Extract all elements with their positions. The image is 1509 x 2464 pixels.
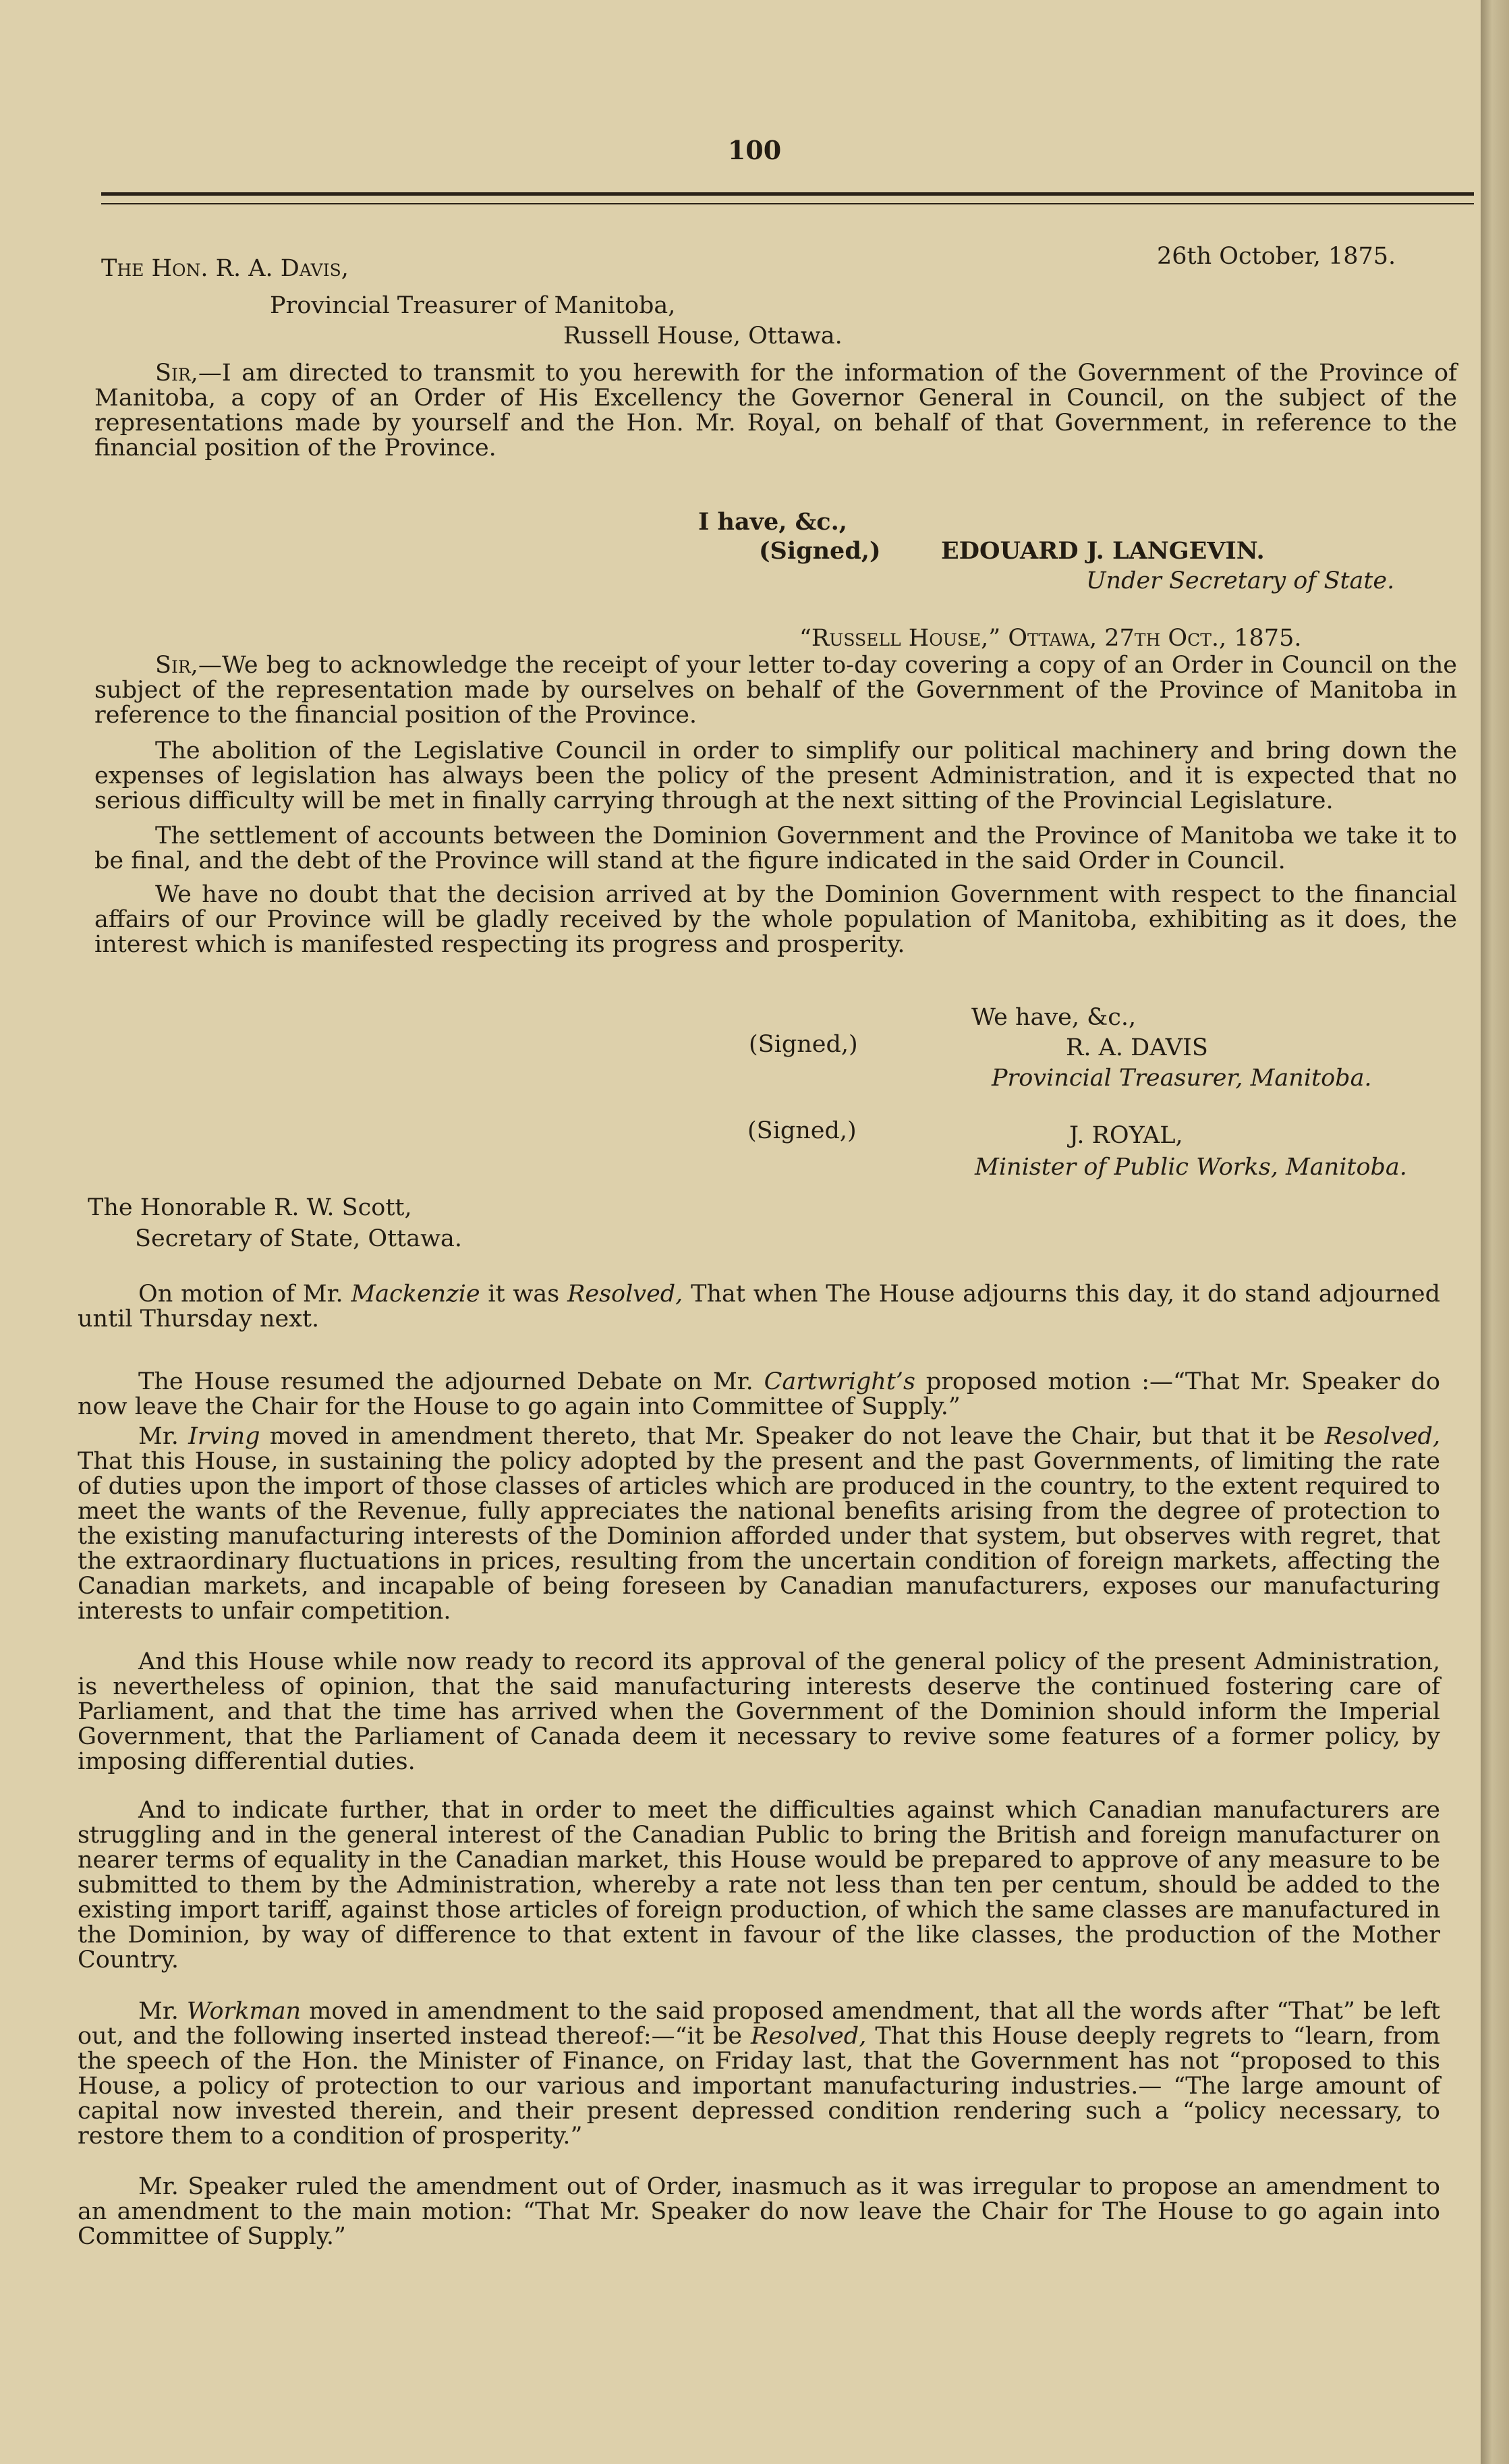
letter2-paragraph-1: Sir,—We beg to acknowledge the receipt of your letter to-day covering a copy of an Order in Council on the subject of the representation made by ourselves on behalf of the Government of the Province of Manitoba in reference to the financial position of the Province.	[94, 652, 1457, 729]
letter2-addressee: The Honorable R. W. Scott,	[88, 1194, 412, 1221]
salutation: Sir,	[155, 652, 198, 679]
letter2-signer-1: R. A. DAVIS	[1066, 1034, 1208, 1061]
book-page-edge	[1481, 0, 1509, 2464]
letter1-signer-title: Under Secretary of State.	[1086, 567, 1395, 594]
adjournment-motion: On motion of Mr. Mackenzie it was Resolved, That when The House adjourns this day, it do stand adjourned until Thursday next.	[78, 1281, 1441, 1333]
workman-amendment: Mr. Workman moved in amendment to the said proposed amendment, that all the words after “That” be left out, and the following inserted instead thereof:—“it be Resolved, That this House deeply regrets to “learn, from the speech of the Hon. the Minister of Finance, on Friday last, that the Government has not “proposed to this House, a policy of protection to our various and important manufacturing industries.— “The large amount of capital now invested therein, and their present depressed condition rendering such a “policy necessary, to restore them to a condition of prosperity.”	[78, 1998, 1440, 2150]
letter2-paragraph-3: The settlement of accounts between the Dominion Government and the Province of Manitoba we take it to be final, and the debt of the Province will stand at the figure indicated in the said Order in Council.	[94, 822, 1457, 874]
letter2-signer-1-title: Provincial Treasurer, Manitoba.	[992, 1065, 1372, 1092]
letter2-signed-1: (Signed,)	[749, 1031, 858, 1058]
letter2-closing: We have, &c.,	[971, 1004, 1137, 1031]
letter1-addressee-title: Provincial Treasurer of Manitoba,	[270, 292, 676, 319]
letter1-date: 26th October, 1875.	[1157, 243, 1396, 270]
letter1-signer: EDOUARD J. LANGEVIN.	[941, 537, 1265, 565]
irving-amendment: Mr. Irving moved in amendment thereto, that Mr. Speaker do not leave the Chair, but that it be Resolved, That this House, in sustaining the policy adopted by the present and the past Governments, of limiting the rate of duties upon the import of those classes of articles which are produced in the country, to the extent required to meet the wants of the Revenue, fully appreciates the national benefits arising from the degree of protection to the existing manufacturing interests of the Dominion afforded under that system, but observes with regret, that the extraordinary fluctuations in prices, resulting from the uncertain condition of foreign markets, affecting the Canadian markets, and incapable of being foreseen by Canadian manufacturers, exposes our manufacturing interests to unfair competition.	[78, 1423, 1440, 1625]
letter1-body: Sir,—I am directed to transmit to you herewith for the information of the Government of the Province of Manitoba, a copy of an Order of His Excellency the Governor General in Council, on the subject of the representations made by yourself and the Hon. Mr. Royal, on behalf of that Government, in reference to the financial position of the Province.	[94, 360, 1457, 461]
letter2-signer-2: J. ROYAL,	[1069, 1122, 1183, 1149]
letter2-paragraph-4: We have no doubt that the decision arrived at by the Dominion Government with respect to the financial affairs of our Province will be gladly received by the whole population of Manitoba, exhibiting as it does, the interest which is manifested respecting its progress and prosperity.	[94, 881, 1457, 958]
salutation: Sir,	[155, 360, 198, 387]
header-rule	[101, 192, 1474, 196]
and-this-house-paragraph: And this House while now ready to record its approval of the general policy of the present Administration, is nevertheless of opinion, that the said manufacturing interests deserve the continued fostering care of Parliament, and that the time has arrived when the Government of the Dominion should inform the Imperial Government, that the Parliament of Canada deem it necessary to revive some features of a former policy, by imposing differential duties.	[78, 1648, 1440, 1775]
letter2-paragraph-2: The abolition of the Legislative Council in order to simplify our political machinery and bring down the expenses of legislation has always been the policy of the present Administration, and it is expected that no serious difficulty will be met in finally carrying through at the next sitting of the Provincial Legislature.	[94, 737, 1457, 814]
speaker-ruling: Mr. Speaker ruled the amendment out of Order, inasmuch as it was irregular to propose an amendment to an amendment to the main motion: “That Mr. Speaker do now leave the Chair for The House to go again into Committee of Supply.”	[78, 2173, 1440, 2250]
debate-resumed: The House resumed the adjourned Debate on Mr. Cartwright’s proposed motion :—“That Mr. Speaker do now leave the Chair for the House to go again into Committee of Supply.”	[78, 1368, 1440, 1420]
letter2-addressee-title: Secretary of State, Ottawa.	[135, 1225, 463, 1252]
page-number: 100	[727, 135, 782, 165]
letter1-addressee: The Hon. R. A. Davis,	[101, 255, 349, 282]
letter1-signed: (Signed,)	[759, 537, 881, 565]
letter2-dateline: “Russell House,” Ottawa, 27th Oct., 1875.	[799, 625, 1302, 652]
letter1-closing: I have, &c.,	[698, 508, 847, 536]
letter2-signer-2-title: Minister of Public Works, Manitoba.	[975, 1154, 1407, 1181]
letter2-signed-2: (Signed,)	[747, 1117, 857, 1144]
and-to-indicate-paragraph: And to indicate further, that in order to meet the difficulties against which Canadian manufacturers are struggling and in the general interest of the Canadian Public to bring the British and foreign manufacturer on nearer terms of equality in the Canadian market, this House would be prepared to approve of any measure to be submitted to them by the Administration, whereby a rate not less than ten per centum, should be added to the existing import tariff, against those articles of foreign production, of which the same classes are manufactured in the Dominion, by way of difference to that extent in favour of the like classes, the production of the Mother Country.	[78, 1797, 1440, 1973]
letter1-addressee-place: Russell House, Ottawa.	[563, 323, 843, 349]
header-rule-thin	[101, 203, 1474, 204]
